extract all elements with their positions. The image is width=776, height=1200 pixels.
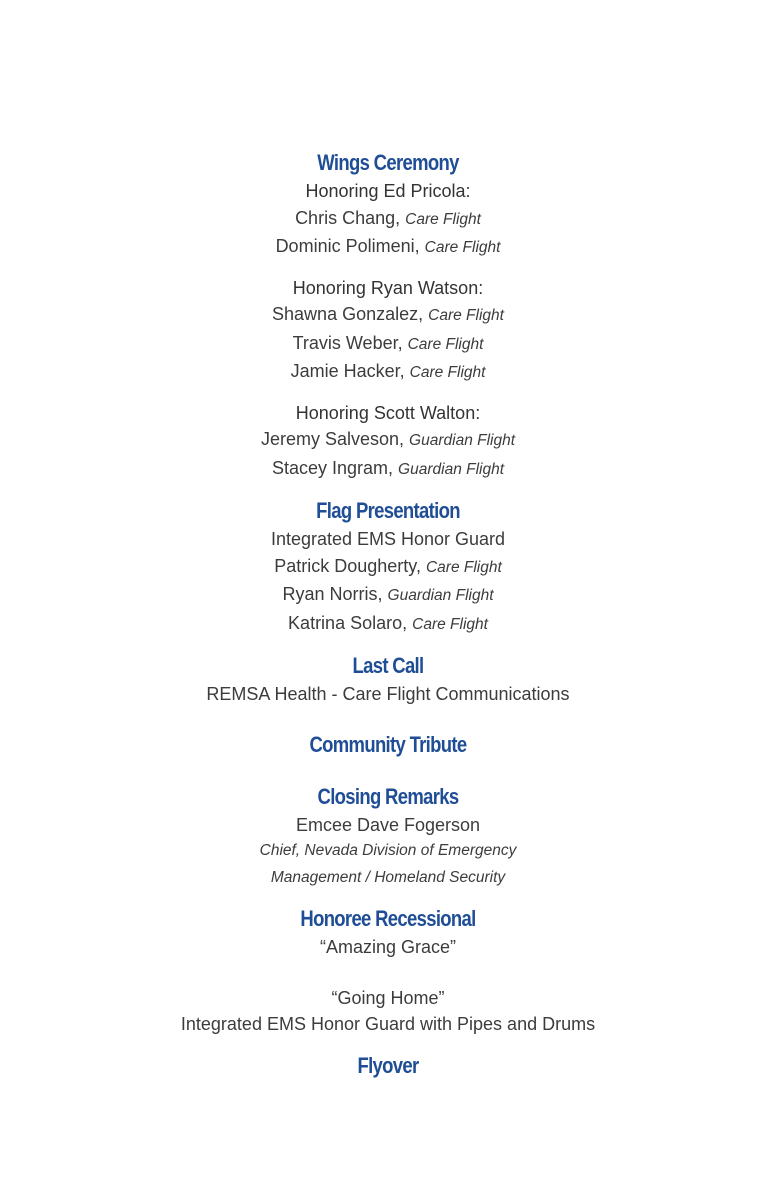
spacer [0, 891, 776, 904]
spacer [0, 483, 776, 496]
wings-ceremony-heading: Wings Ceremony [317, 150, 459, 175]
person-org: Care Flight [428, 307, 504, 324]
person-name: Shawna Gonzalez, [272, 304, 424, 324]
flag-presentation-heading: Flag Presentation [316, 498, 460, 523]
honoree-recessional-heading: Honoree Recessional [300, 906, 476, 931]
spacer [0, 262, 776, 275]
closing-remarks-heading: Closing Remarks [317, 783, 459, 809]
person-org: Guardian Flight [398, 460, 505, 478]
honoree-line [0, 358, 776, 387]
honoree-line [0, 301, 776, 330]
speaker-title-line-2: Management / Homeland Security [270, 868, 506, 886]
person-org: Care Flight [405, 210, 481, 228]
honoring-group-ed-pricola [0, 178, 776, 262]
spacer [0, 387, 776, 400]
honoree-line [0, 233, 776, 262]
honoree-line [0, 205, 776, 234]
honoree-line [0, 330, 776, 359]
wings-ceremony-section [0, 148, 776, 483]
person-org: Care Flight [412, 615, 488, 633]
honoree-recessional-section [0, 904, 776, 1038]
person-org: Care Flight [409, 364, 486, 381]
person-org: Care Flight [407, 335, 484, 353]
honoree-line [0, 426, 776, 455]
honoree-line [0, 455, 776, 484]
spacer [0, 760, 776, 782]
honoring-label: Honoring Scott Walton: [295, 402, 481, 423]
song-amazing-grace: “Amazing Grace” [319, 937, 457, 957]
spacer [0, 961, 776, 985]
spacer [0, 638, 776, 651]
honor-guard-line: Integrated EMS Honor Guard [270, 529, 506, 549]
flyover-section [0, 1051, 776, 1081]
spacer [0, 708, 776, 730]
person-org: Care Flight [424, 239, 501, 256]
person-org: Care Flight [425, 558, 502, 576]
honoring-group-scott-walton [0, 400, 776, 484]
flyover-heading: Flyover [357, 1052, 419, 1078]
presenter-line [0, 553, 776, 582]
person-name: Patrick Dougherty, [274, 555, 421, 576]
person-name: Ryan Norris, [282, 584, 383, 604]
spacer [0, 1038, 776, 1051]
person-org: Guardian Flight [387, 587, 494, 604]
performer-line: Integrated EMS Honor Guard with Pipes and Drums [180, 1014, 596, 1034]
person-name: Stacey Ingram, [271, 457, 394, 478]
person-name: Chris Chang, [295, 207, 401, 228]
person-org: Guardian Flight [409, 432, 516, 449]
last-call-heading: Last Call [352, 653, 424, 678]
community-tribute-heading: Community Tribute [309, 731, 467, 757]
last-call-section [0, 651, 776, 708]
community-tribute-section [0, 730, 776, 760]
flag-presentation-section [0, 496, 776, 638]
honoring-label: Honoring Ed Pricola: [305, 181, 471, 201]
speaker-title-line-1: Chief, Nevada Division of Emergency [259, 842, 517, 859]
person-name: Jamie Hacker, [290, 361, 405, 381]
person-name: Dominic Polimeni, [275, 236, 420, 256]
presenter-line [0, 610, 776, 639]
closing-remarks-section [0, 782, 776, 892]
program-content [0, 148, 776, 1081]
song-going-home: “Going Home” [331, 987, 445, 1008]
honoring-label: Honoring Ryan Watson: [292, 277, 484, 298]
speaker-line: Emcee Dave Fogerson [295, 814, 481, 835]
presenter-line [0, 581, 776, 610]
honoring-group-ryan-watson [0, 275, 776, 387]
person-name: Travis Weber, [292, 332, 403, 353]
person-name: Katrina Solaro, [288, 612, 408, 633]
person-name: Jeremy Salveson, [260, 429, 405, 449]
last-call-line: REMSA Health - Care Flight Communications [206, 684, 570, 704]
